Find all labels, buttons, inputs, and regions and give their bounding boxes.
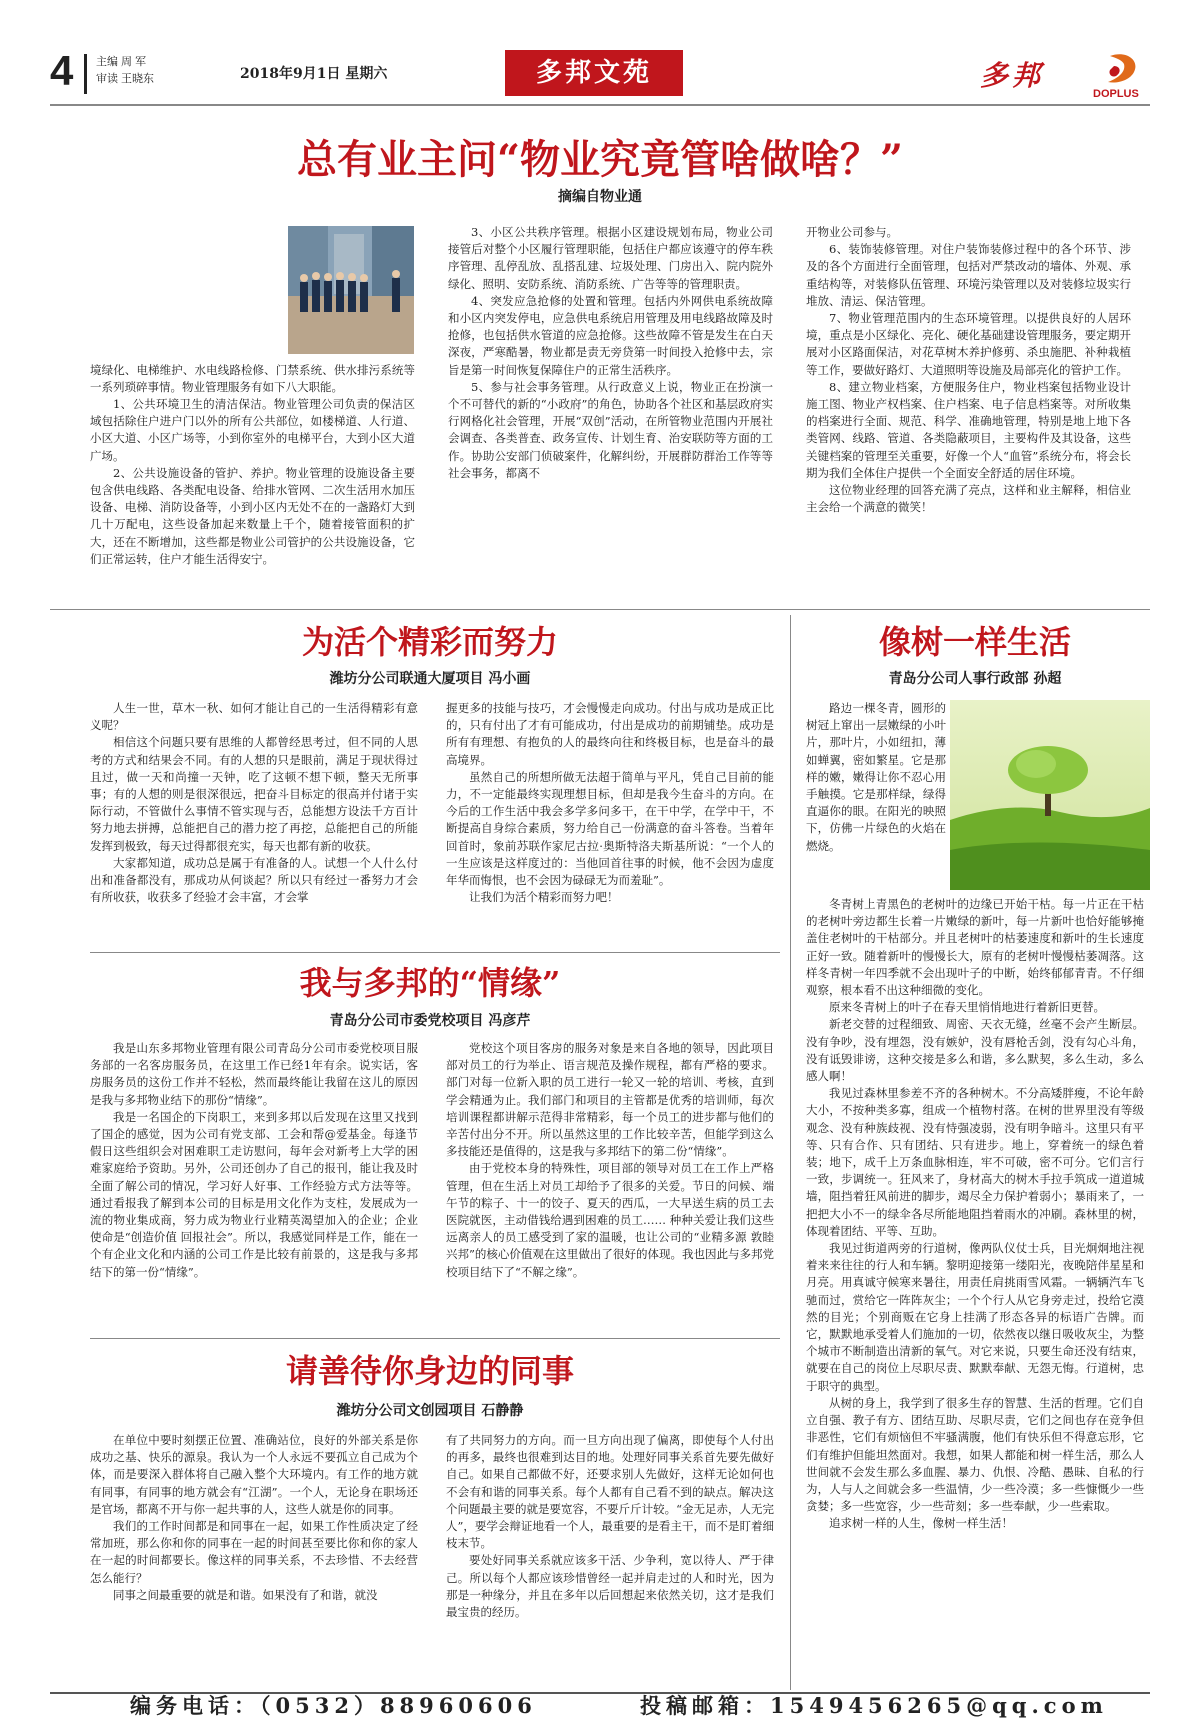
article5-col: 冬青树上青黑色的老树叶的边缘已开始干枯。每一片正在干枯的老树叶旁边都生长着一片嫩绿的新叶，每一片新叶也恰好能够掩盖住老树叶的干枯部分。并且老树叶的枯萎速度和新叶的生长速度正好一致。随着新叶的慢慢长大，原有的老树叶慢慢枯萎凋落。这样冬青树一年四季就不会出现叶子的中断，始终郁郁青青。不仔细观察，根本看不出这种细微的变化。 原来冬青树上的叶子在春天里悄悄地进行着新旧更替。 新老交替的过程细致、周密、天衣无缝，丝毫不会产生断层。没有争吵，没有埋怨，没有嫉妒，没有唇枪舌剑，没有勾心斗角，没有诋毁诽谤，这种交接是多么和谐，多么默契，多么生动，多么感人啊！ 我见过森林里参差不齐的各种树木。不分高矮胖瘦，不论年龄大小，不按种类多寡，组成一个植物村落。在树的世界里没有等级观念、没有种族歧视、没有恃强凌弱，没有明争暗斗。这里只有平等、只有合作、只有团结、只有进步。地上，穿着统一的绿色着装；地下，成千上万条血脉相连，牢不可破，密不可分。它们言行一致，步调统一。狂风来了，身材高大的树木手拉手筑成一道道城墙，阻挡着狂风前进的脚步，竭尽全力保护着弱小；暴雨来了，一把把大小不一的绿伞各尽所能地阻挡着雨水的冲刷。森林里的树，体现着团结、平等、互助。 我见过街道两旁的行道树，像两队仪仗士兵，目光炯炯地注视着来来往往的行人和车辆。黎明迎接第一缕阳光，夜晚陪伴星星和月亮。用真诚守候寒来暑往，用责任肩挑雨雪风霜。一辆辆汽车飞驰而过，赏给它一阵阵灰尘；一个个行人从它身旁走过，投给它漠然的目光；个别商贩在它身上挂满了形态各异的标语广告牌。而它，默默地承受着人们施加的一切，依然夜以继日吸收灰尘，为整个城市不断制造出清新的氧气。对它来说，只要生命还没有结束，就要在自己的岗位上尽职尽责、默默奉献、无怨无悔。行道树，忠于职守的典型。 从树的身上，我学到了很多生存的智慧、生活的哲理。它们自立自强、教子有方、团结互助、尽职尽责，它们之间也存在竞争但非恶性，它们有烦恼但不牢骚满腹，他们有快乐但不得意忘形，它们有维护但能坦然面对。我想，如果人都能和树一样生活，那么人世间就不会发生那么多血腥、暴力、仇恨、冷酷、愚昧、自私的行为，人与人之间就会多一些温情，少一些冷漠；多一些慷慨少一些贪婪；多一些宽容，少一些苛刻；多一些奉献，少一些索取。 追求树一样的人生，像树一样生活！	[806, 897, 1144, 1531]
article5-title: 像树一样生活	[878, 623, 1071, 661]
footer-email	[640, 1690, 1108, 1720]
page-number: 4	[50, 47, 74, 94]
doplus-logo-icon	[1100, 52, 1144, 88]
brand-latin: DOPLUS	[1093, 88, 1139, 100]
article5-author: 青岛分公司人事行政部 孙超	[888, 671, 1062, 687]
brand-name: 多邦	[980, 59, 1045, 92]
article2-title: 为活个精彩而努力	[301, 623, 558, 661]
article1-title: 总有业主问“物业究竟管啥做啥？”	[296, 136, 903, 183]
divider-after-article1	[50, 609, 1150, 610]
article4-col2: 有了共同努力的方向。而一旦方向出现了偏离，即使每个人付出的再多，最终也很难到达目的地。处理好同事关系首先要先做好自己。如果自己都做不好，还要求别人先做好，这样无论如何也不会有和谐的同事关系。每个人都有自己看不到的缺点。解决这个问题最主要的就是要宽容，不要斤斤计较。“金无足赤，人无完人”，要学会辩证地看一个人，最重要的是看主干，而不是盯着细枝末节。 要处好同事关系就应该多干活、少争利，宽以待人、严于律己。所以每个人都应该珍惜曾经一起并肩走过的人和时光，因为那是一种缘分，并且在多年以后回想起来依然关切，这才是我们最宝贵的经历。	[446, 1433, 774, 1620]
article3-col1: 我是山东多邦物业管理有限公司青岛分公司市委党校项目服务部的一名客房服务员，在这里工作已经1年有余。说实话，客房服务员的这份工作并不轻松，然而最终能让我留在这儿的原因是我与多邦物业结下的那份“情缘”。 我是一名国企的下岗职工，来到多邦以后发现在这里又找到了国企的感觉，因为公司有党支部、工会和帮@爱基金。每逢节假日这些组织会对困难职工走访慰问，每年会对新考上大学的困难家庭给予资助。另外，公司还创办了自己的报刊，能让我及时全面了解公司的情况，学习好人好事、工作经验方式方法等等。通过看报我了解到本公司的目标是用文化作为支柱，发展成为一流的物业集成商，努力成为物业行业精英渴望加入的企业；企业使命是“创造价值 回报社会”。所以，我感觉同样是工作，能在一个有企业文化和内涵的公司工作是比较有前景的，这是我与多邦结下的第一份“情缘”。	[90, 1041, 418, 1279]
header-divider	[84, 54, 87, 94]
footer-email-label: 投稿邮箱：	[640, 1693, 770, 1718]
security-team-photo	[288, 226, 414, 354]
footer-phone-label: 编务电话：	[130, 1693, 260, 1718]
article1-source: 摘编自物业通	[558, 189, 642, 205]
tree-photo	[950, 700, 1150, 890]
article3-col2: 党校这个项目客房的服务对象是来自各地的领导，因此项目部对员工的行为举止、语言规范及操作规程，都有严格的要求。部门对每一位新入职的员工进行一轮又一轮的培训、考核，直到学会精通为止。我们部门和项目的主管都是优秀的培训师，每次培训课程都讲解示范得非常精彩，每一个员工的进步都与他们的辛苦付出分不开。所以虽然这里的工作比较辛苦，但能学到这么多技能还是值得的，这是我与多邦结下的第二份“情缘”。 由于党校本身的特殊性，项目部的领导对员工在工作上严格管理，但在生活上对员工却给予了很多的关爱。节日的问候、端午节的粽子、十一的饺子、夏天的西瓜，一大早送生病的员工去医院就医，主动借钱给遇到困难的员工…… 种种关爱让我们这些远离亲人的员工感受到了家的温暖，也让公司的“业精多源 敦睦兴邦”的核心价值观在这里做出了很好的体现。我也因此与多邦党校项目结下了“不解之缘”。	[446, 1041, 774, 1279]
article4-title: 请善待你身边的同事	[285, 1352, 574, 1390]
article1-col3: 开物业公司参与。 6、装饰装修管理。对住户装饰装修过程中的各个环节、涉及的各个方面进行全面管理，包括对严禁改动的墙体、外观、承重结构等，对装修队伍管理、环境污染管理以及对装修垃圾实行堆放、清运、保洁管理。 7、物业管理范围内的生态环境管理。以提供良好的人居环境，重点是小区绿化、亮化、硬化基础建设管理服务，要定期开展对小区路面保洁，对花草树木养护修剪、杀虫施肥、补种栽植等工作，要做好路灯、大道照明等设施及局部亮化的管护工作。 8、建立物业档案，方便服务住户，物业档案包括物业设计施工图、物业产权档案、住户档案、电子信息档案等。对所收集的档案进行全面、规范、科学、准确地管理，特别是地上地下各类管网、线路、管道、各类隐蔽项目，主要构件及其设备，这些关键档案的管理至关重要，好像一个人“血管”系统分布，将会长期为我们全体住户提供一个全面安全舒适的居住环境。 这位物业经理的回答充满了亮点，这样和业主解释，相信业主会给一个满意的微笑！	[806, 225, 1131, 515]
article3-author: 青岛分公司市委党校项目 冯彦芹	[329, 1013, 531, 1029]
article1-col1: 境绿化、电梯维护、水电线路检修、门禁系统、供水排污系统等一系列琐碎事情。物业管理服务有如下八大职能。 1、公共环境卫生的清洁保洁。物业管理公司负责的保洁区域包括除住户进户门以外的所有公共部位，如楼梯道、人行道、小区大道、小区广场等，小到你室外的电梯平台，大到小区大道广场。 2、公共设施设备的管护、养护。物业管理的设施设备主要包含供电线路、各类配电设备、给排水管网、二次生活用水加压设备、电梯、消防设备等，小到小区内无处不在的一盏路灯大到几十万配电，这些设备加起来数量上千个，随着接管面积的扩大，还在不断增加，这些都是物业公司管护的公共设施设备，它们正常运转，住户才能生活得安宁。	[90, 224, 415, 568]
footer-phone	[130, 1690, 537, 1720]
reviewer-credit: 审读 王晓东	[96, 73, 155, 85]
divider-after-article2	[90, 952, 780, 953]
issue-date: 2018年9月1日 星期六	[240, 66, 388, 82]
article3-title: 我与多邦的“情缘”	[299, 964, 561, 1002]
article2-col1: 人生一世，草木一秋、如何才能让自己的一生活得精彩有意义呢？ 相信这个问题只要有思维的人都曾经思考过，但不同的人思考的方式和结果会不同。有的人想的只是眼前，满足于现状得过且过，做一天和尚撞一天钟，吃了这顿不想下顿，整天无所事事；有的人想的则是很深很远，把奋斗目标定的很高并付诸于实际行动，不管做什么事情不管实现与否，总能想方设法千方百计努力地去拼搏，总能把自己的潜力挖了再挖，总能把自己的所能发挥到极致，每天过得都很充实，每天也都有新的收获。 大家都知道，成功总是属于有准备的人。试想一个人什么付出和准备都没有，那成功从何谈起？所以只有经过一番努力才会有所收获，收获多了经验才会丰富，才会掌	[90, 701, 418, 905]
divider-after-article3	[90, 1338, 780, 1339]
article4-col1: 在单位中要时刻摆正位置、准确站位，良好的外部关系是你成功之基、快乐的源泉。我认为一个人永远不要孤立自己成为个体，而是要深入群体将自己融入整个大环境内。有工作的地方就有同事，有同事的地方就会有“江湖”。一个人，无论身在职场还是官场，都离不开与你一起共事的人，这些人就是你的同事。 我们的工作时间都是和同事在一起，如果工作性质决定了经常加班，那么你和你的同事在一起的时间甚至要比你和你的家人在一起的时间都要长。像这样的同事关系，不去珍惜、不去经营怎么能行？ 同事之间最重要的就是和谐。如果没有了和谐，就没	[90, 1433, 418, 1602]
section-banner: 多邦文苑	[505, 50, 683, 96]
editor-credit: 主编 周 军	[96, 56, 147, 68]
header-rule	[50, 104, 1150, 106]
article2-col2: 握更多的技能与技巧，才会慢慢走向成功。付出与成功是成正比的，只有付出了才有可能成功，付出是成功的前期铺垫。成功是所有有理想、有抱负的人的最终向往和终极目标，也是奋斗的最高境界。 虽然自己的所想所做无法超于简单与平凡，凭自己目前的能力，不一定能最终实现理想目标，但却是我今生奋斗的方向。在今后的工作生活中我会多学多问多干，在干中学，在学中干，不断提高自身综合素质，努力给自己一份满意的奋斗答卷。当着年回首时，象前苏联作家尼古拉·奥斯特洛夫斯基所说：“一个人的一生应该是这样度过的：当他回首往事的时候，他不会因为虚度年华而悔恨，也不会因为碌碌无为而羞耻”。 让我们为活个精彩而努力吧！	[446, 701, 774, 905]
article4-author: 潍坊分公司文创园项目 石静静	[336, 1403, 524, 1419]
article2-author: 潍坊分公司联通大厦项目 冯小画	[329, 671, 531, 687]
article1-col2: 3、小区公共秩序管理。根据小区建设规划布局，物业公司接管后对整个小区履行管理职能，包括住户都应该遵守的停车秩序管理、乱停乱放、乱搭乱建、垃圾处理、门房出入、院内院外绿化、照明、安防系统、消防系统、广告等等的管理职责。 4、突发应急抢修的处置和管理。包括内外网供电系统故障和小区内突发停电，应急供电系统启用管理及用电线路故障及时抢修，也包括供水管道的应急抢修。这些故障不管是发生在白天深夜，严寒酷暑，物业都是责无旁贷第一时间投入抢修中去，宗旨是第一时间恢复保障住户的正常生活秩序。 5、参与社会事务管理。从行政意义上说，物业正在扮演一个不可替代的新的“小政府”的角色，协助各个社区和基层政府实行网格化社会管理，开展“双创”活动，在所管物业范围内开展社会调查、各类普查、政务宣传、计划生育、治安联防等方面的工作。协助公安部门侦破案件，化解纠纷，开展群防群治工作等等社会事务，都离不	[448, 225, 773, 480]
column-divider-vertical	[790, 615, 791, 1690]
footer-phone-number: （0532）88960606	[260, 1693, 537, 1718]
article5-intro: 路边一棵冬青，圆形的树冠上窜出一层嫩绿的小叶片，那叶片，小如纽扣，薄如蝉翼，密如繁星。它是那样的嫩，嫩得让你不忍心用手触摸。它是那样绿，绿得直逼你的眼。在阳光的映照下，仿佛一片绿色的火焰在燃烧。	[806, 701, 946, 853]
footer-email-address: 1549456265@qq.com	[770, 1693, 1108, 1718]
